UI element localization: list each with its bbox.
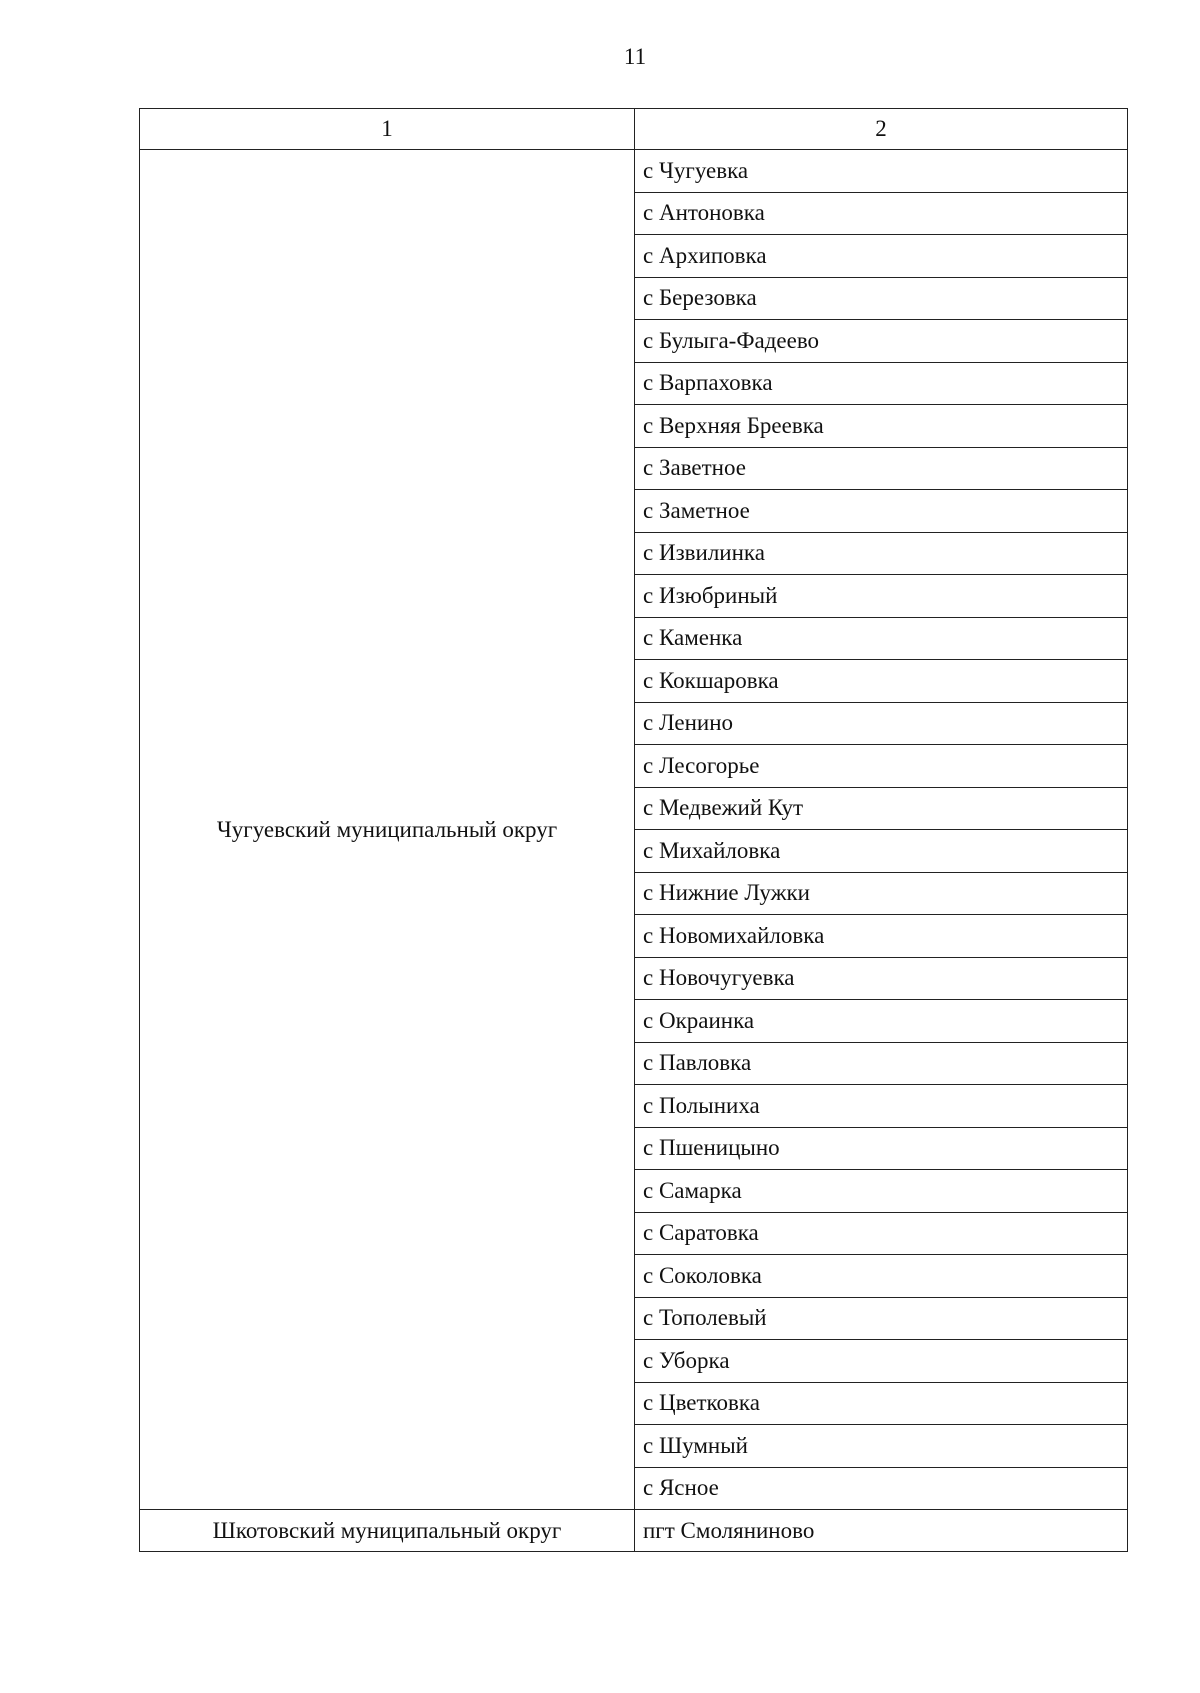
settlement-cell: с Чугуевка [635,150,1128,193]
settlement-cell: с Заметное [635,490,1128,533]
settlement-cell: с Цветковка [635,1382,1128,1425]
settlement-cell: с Изюбриный [635,575,1128,618]
district-cell: Чугуевский муниципальный округ [140,150,635,1510]
settlement-cell: с Уборка [635,1340,1128,1383]
settlement-cell: с Полыниха [635,1085,1128,1128]
settlement-cell: с Окраинка [635,1000,1128,1043]
settlement-cell: с Самарка [635,1170,1128,1213]
settlement-cell: с Новочугуевка [635,957,1128,1000]
settlement-cell: пгт Смоляниново [635,1510,1128,1552]
settlement-cell: с Антоновка [635,192,1128,235]
settlement-cell: с Ленино [635,702,1128,745]
settlement-cell: с Заветное [635,447,1128,490]
district-cell: Шкотовский муниципальный округ [140,1510,635,1552]
settlement-cell: с Нижние Лужки [635,872,1128,915]
settlement-cell: с Тополевый [635,1297,1128,1340]
settlement-cell: с Верхняя Бреевка [635,405,1128,448]
page-number: 11 [623,44,647,69]
settlement-cell: с Ясное [635,1467,1128,1510]
table-header-row [140,109,1128,150]
settlement-cell: с Новомихайловка [635,915,1128,958]
table-row [140,1510,1128,1552]
settlement-cell: с Соколовка [635,1255,1128,1298]
settlement-cell: с Саратовка [635,1212,1128,1255]
settlements-table [139,108,1128,1552]
settlement-cell: с Пшеницыно [635,1127,1128,1170]
settlement-cell: с Архиповка [635,235,1128,278]
settlement-cell: с Каменка [635,617,1128,660]
header-col-2: 2 [635,109,1128,150]
settlement-cell: с Лесогорье [635,745,1128,788]
settlement-cell: с Павловка [635,1042,1128,1085]
settlement-cell: с Варпаховка [635,362,1128,405]
settlement-cell: с Булыга-Фадеево [635,320,1128,363]
settlement-cell: с Извилинка [635,532,1128,575]
settlement-cell: с Кокшаровка [635,660,1128,703]
settlement-cell: с Березовка [635,277,1128,320]
settlement-cell: с Михайловка [635,830,1128,873]
header-col-1: 1 [140,109,635,150]
settlement-cell: с Медвежий Кут [635,787,1128,830]
settlement-cell: с Шумный [635,1425,1128,1468]
table-row [140,150,1128,193]
